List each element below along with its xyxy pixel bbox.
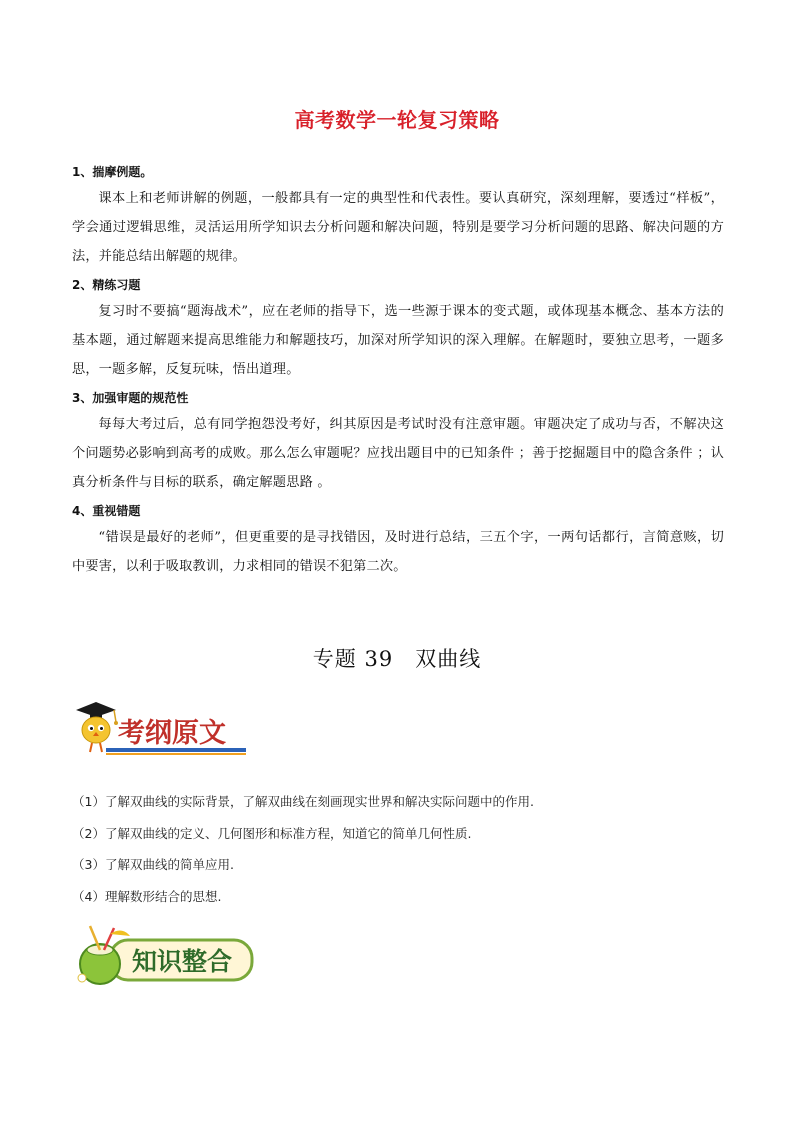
requirement-list — [72, 786, 724, 912]
list-item: （1）了解双曲线的实际背景，了解双曲线在刻画现实世界和解决实际问题中的作用. — [72, 794, 534, 809]
section-paragraph: 课本上和老师讲解的例题，一般都具有一定的典型性和代表性。要认真研究，深刻理解，要透过“样板”，学会通过逻辑思维，灵活运用所学知识去分析问题和解决问题，特别是要学习分析问题的思路、解决问题的方法，并能总结出解题的规律。 — [72, 191, 724, 264]
section-heading: 4、重视错题 — [72, 504, 141, 518]
list-item: （2）了解双曲线的定义、几何图形和标准方程，知道它的简单几何性质. — [72, 825, 472, 841]
section-heading: 1、揣摩例题。 — [72, 165, 153, 179]
banner-label: 知识整合 — [132, 947, 233, 976]
section-paragraph: 每每大考过后，总有同学抱怨没考好，纠其原因是考试时没有注意审题。审题决定了成功与否，不解决这个问题势必影响到高考的成败。那么怎么审题呢？应找出题目中的已知条件 ；善于挖掘题目中的隐含条件 ；认真分析条件与目标的联系，确定解题思路 。 — [72, 417, 724, 490]
section-4 — [72, 499, 724, 581]
section-paragraph: 复习时不要搞“题海战术”，应在老师的指导下，选一些源于课本的变式题，或体现基本概念、基本方法的基本题，通过解题来提高思维能力和解题技巧，加深对所学知识的深入理解。在解题时，要独立思考，一题多思，一题多解，反复玩味，悟出道理。 — [72, 304, 724, 377]
section-heading: 2、精练习题 — [72, 278, 141, 292]
section-2 — [72, 273, 724, 384]
list-item: （4）理解数形结合的思想. — [72, 888, 222, 904]
topic-title: 专题 39 双曲线 — [312, 647, 482, 671]
strategy-sections — [72, 160, 724, 583]
section-3 — [72, 386, 724, 497]
banner-label: 考纲原文 — [118, 718, 226, 749]
section-1 — [72, 160, 724, 271]
knowledge-banner — [70, 920, 260, 990]
graduate-bird-icon — [76, 702, 118, 752]
main-title: 高考数学一轮复习策略 — [294, 108, 500, 132]
section-heading: 3、加强审题的规范性 — [72, 391, 189, 405]
section-paragraph: “错误是最好的老师”，但更重要的是寻找错因，及时进行总结，三五个字，一两句话都行，言简意赅，切中要害，以利于吸取教训，力求相同的错误不犯第二次。 — [72, 530, 724, 574]
syllabus-banner — [70, 698, 260, 760]
list-item: （3）了解双曲线的简单应用. — [72, 857, 234, 872]
